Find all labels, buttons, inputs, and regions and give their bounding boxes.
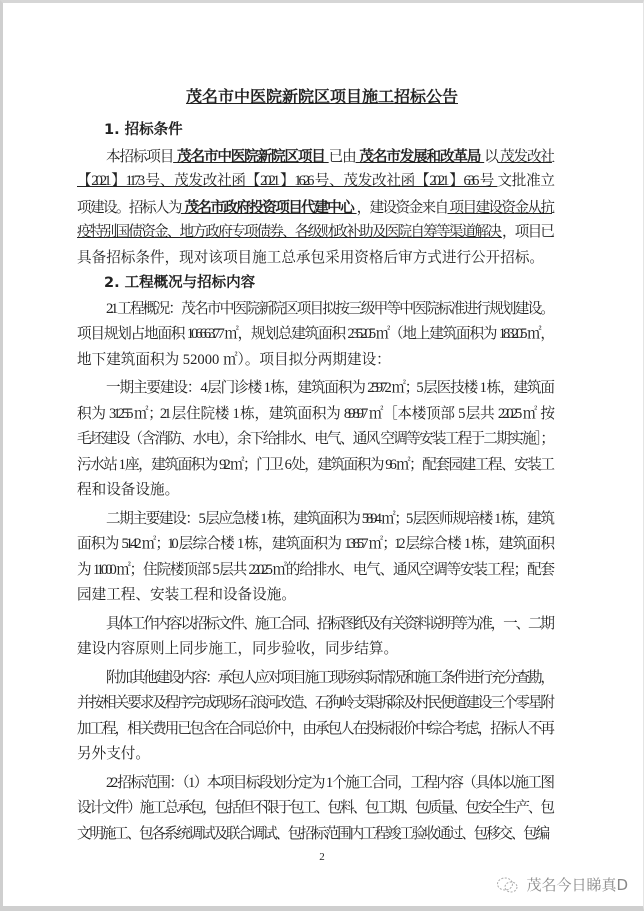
text-line — [77, 453, 552, 479]
text-segment: 以 — [484, 148, 498, 165]
text-segment: 具体工作内容以招标文件、施工合同、招标图纸及有关资料说明等为准，一、二期 — [106, 615, 552, 632]
text-line — [77, 796, 552, 822]
page-number: 2 — [319, 851, 325, 863]
text-line — [77, 558, 552, 584]
text-segment: 具备招标条件，现对该项目施工总承包采用资格后审方式进行公开招标。 — [77, 249, 545, 266]
text-segment: 污水站 1 座，建筑面积为 92 ㎡；门卫 6 处，建筑面积为 96 ㎡；配套园建工程、安装工 — [77, 456, 552, 473]
text-segment: 本招标项目 — [106, 148, 174, 165]
text-line — [77, 195, 552, 221]
filled-field: 茂名市发展和改革局 — [355, 147, 485, 165]
text-line — [77, 583, 552, 609]
text-segment: 项建设。招标人为 — [77, 199, 181, 216]
text-line — [77, 297, 552, 323]
text-segment: 园建工程、安装工程和设备设施。 — [77, 587, 296, 603]
text-segment: 2.2 招标范围：（1）本项目标段划分定为 1 个施工合同，工程内容（具体以施工图 — [106, 774, 552, 791]
text-line — [77, 427, 552, 453]
document-title — [0, 84, 644, 107]
text-segment: 二期主要建设：5 层应急楼 1 栋，建筑面积为 5894 ㎡；5 层医师规培楼 1 栋，建筑 — [106, 510, 552, 527]
title-text: 茂名市中医院新院区项目施工招标公告 — [185, 87, 458, 106]
text-segment: ，项目已 — [501, 224, 552, 240]
text-segment: 地下建筑面积为 52000 ㎡）。项目拟分两期建设： — [77, 351, 391, 368]
filled-field: 茂发改社 — [497, 148, 552, 165]
text-line — [77, 771, 552, 797]
filled-field: 茂名市政府投资项目代建中心 — [180, 198, 357, 216]
section-heading: 2. 工程概况与招标内容 — [104, 275, 256, 291]
text-segment: 加工程，相关费用已包含在合同总价中，由承包人在投标报价中综合考虑，招标人不再 — [77, 720, 552, 737]
text-segment: 文批准立 — [497, 173, 552, 189]
text-line — [77, 691, 552, 717]
text-segment: 项目规划占地面积 106663.77 ㎡，规划总建筑面积 235205 ㎡（地上建筑面积为 183205 ㎡， — [77, 326, 552, 342]
text-line — [77, 478, 552, 504]
text-segment: ，建设资金来自 — [356, 199, 448, 216]
text-line — [77, 637, 552, 663]
text-line — [77, 507, 552, 533]
text-line — [77, 169, 552, 195]
filled-field: 项目建设资金从抗 — [447, 199, 552, 216]
text-segment: 面积为 5142 ㎡；10 层综合楼 1 栋，建筑面积为 13857 ㎡；12 层综合楼 1 栋，建筑面积 — [77, 536, 552, 552]
text-segment: 一期主要建设：4 层门诊楼 1 栋，建筑面积为 25972 ㎡；5 层医技楼 1 栋，建筑面 — [106, 380, 552, 396]
text-line — [77, 717, 552, 743]
wechat-icon — [496, 876, 520, 894]
text-segment: 建设内容原则上同步施工，同步验收，同步结算。 — [77, 641, 399, 657]
text-segment: 为 11000 ㎡；住院楼顶部 5 层共 22025 ㎡的给排水、电气、通风空调等安装工程；配套 — [77, 561, 552, 578]
text-segment: 已由 — [328, 148, 356, 165]
watermark — [496, 874, 628, 895]
text-line — [77, 144, 552, 170]
text-segment: 设计文件）施工总承包，包括但不限于包工、包料、包工期、包质量、包安全生产、包 — [77, 800, 552, 816]
text-segment: 附加其他建设内容：承包人应对项目施工现场实际情况和施工条件进行充分查勘， — [106, 669, 552, 686]
text-line — [77, 246, 552, 272]
text-line — [77, 666, 552, 692]
filled-field: 茂名市中医院新院区项目 — [173, 147, 329, 165]
text-line — [77, 822, 552, 848]
text-segment: 文明施工、包各系统调试及联合调试、包招标范围内工程竣工验收通过、包移交、包编 — [77, 825, 548, 842]
text-segment: 2.1 工程概况：茂名市中医院新院区项目拟按三级甲等中医院标准进行规划建设。 — [106, 300, 552, 317]
text-segment: 程和设备设施。 — [77, 482, 180, 498]
text-line — [77, 348, 552, 374]
text-line — [77, 376, 552, 402]
text-segment: 毛坯建设（含消防、水电），余下给排水、电气、通风 空调等安装工程于二期实施］； — [77, 431, 552, 447]
text-segment: 并按相关要求及程序完成现场石浪河改造、石狗岭支渠拆除及村民便道建设三个零星附 — [77, 695, 552, 711]
text-line — [77, 742, 552, 768]
text-line — [77, 532, 552, 558]
filled-field: 【2021】1173 号、茂发改社函【2021】1626 号、茂发改社函【2021】636 号 — [77, 173, 498, 189]
text-segment: 另外支付。 — [77, 746, 150, 762]
section-heading: 1. 招标条件 — [104, 122, 183, 138]
text-line — [77, 612, 552, 638]
text-line — [77, 322, 552, 348]
watermark-text: 茂名今日睇真D — [526, 876, 628, 894]
text-line — [77, 220, 552, 246]
filled-field: 疫特别国债资金、地方政府专项债券、各级财政补助及医院自筹等渠道解决 — [77, 224, 502, 240]
text-segment: 积为 31255 ㎡；21 层住院楼 1 栋，建筑面积为 89897 ㎡［本楼顶部 5 层共 22025 ㎡ 按 — [77, 405, 552, 422]
document-body — [77, 118, 552, 847]
text-line — [77, 402, 552, 428]
